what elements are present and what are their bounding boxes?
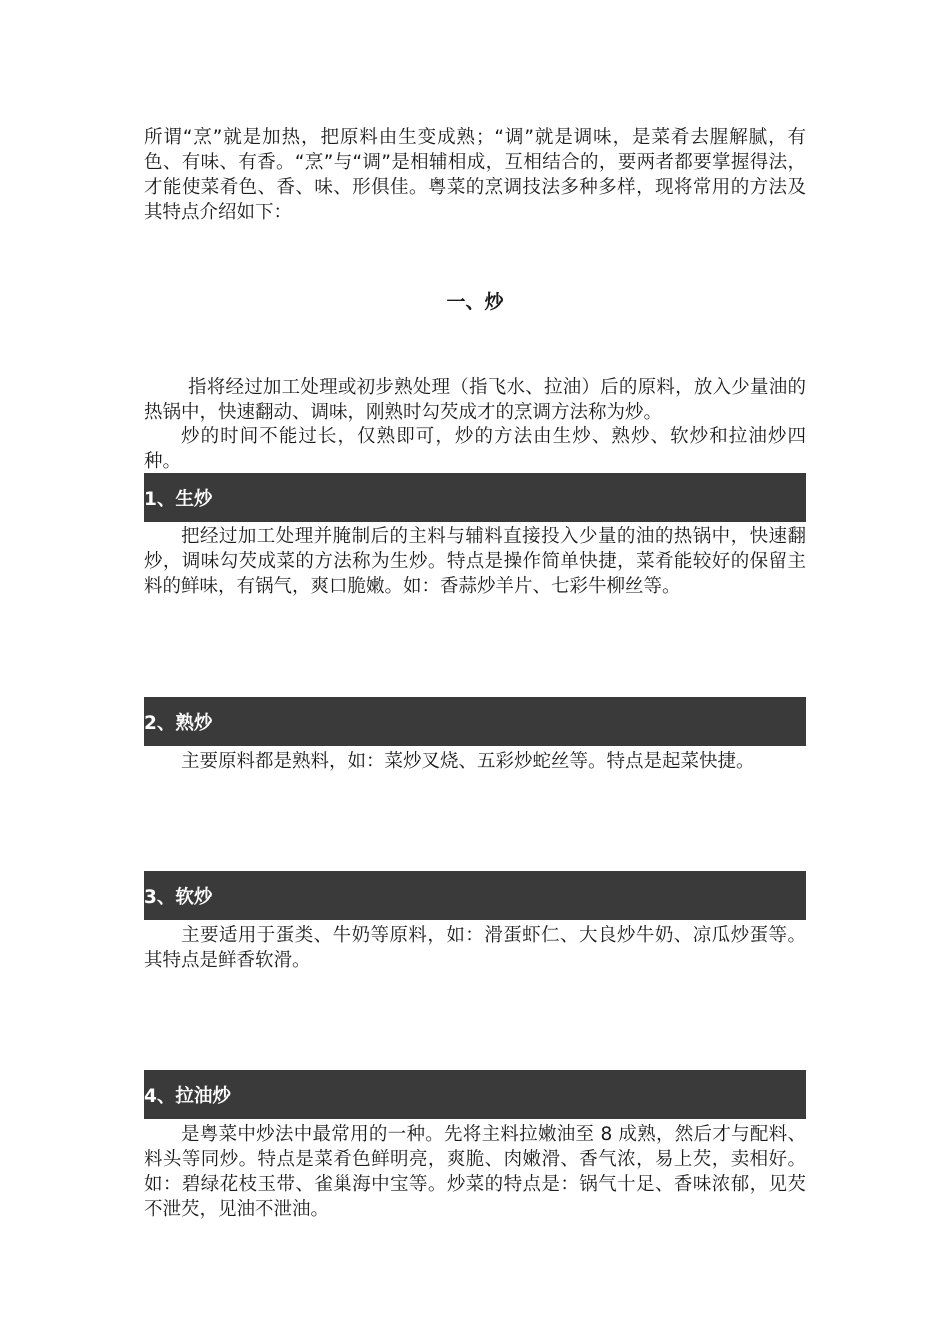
subsection-heading-bar-3 bbox=[144, 871, 806, 920]
subsection-heading: 2、熟炒 bbox=[144, 712, 213, 734]
intro-paragraph: 所谓“烹”就是加热，把原料由生变成熟；“调”就是调味，是菜肴去腥解腻，有色、有味、有香。“烹”与“调”是相辅相成，互相结合的，要两者都要掌握得法，才能使菜肴色、香、味、形俱佳。粤菜的烹调技法多种多样，现将常用的方法及其特点介绍如下： bbox=[144, 127, 806, 223]
subsection-heading-bar-4 bbox=[144, 1070, 806, 1119]
subsection-heading-bar-1 bbox=[144, 473, 806, 522]
subsection-body-1: 把经过加工处理并腌制后的主料与辅料直接投入少量的油的热锅中，快速翻炒，调味勾芡成菜的方法称为生炒。特点是操作简单快捷，菜肴能较好的保留主料的鲜味，有锅气，爽口脆嫩。如：香蒜炒羊片、七彩牛柳丝等。 bbox=[144, 526, 806, 597]
subsection-body-2: 主要原料都是熟料，如：菜炒叉烧、五彩炒蛇丝等。特点是起菜快捷。 bbox=[181, 751, 755, 772]
section-paragraph-2: 炒的时间不能过长，仅熟即可，炒的方法由生炒、熟炒、软炒和拉油炒四种。 bbox=[144, 426, 806, 472]
section-title: 一、炒 bbox=[446, 291, 504, 313]
subsection-heading: 3、软炒 bbox=[144, 886, 213, 908]
section-paragraph-1: 指将经过加工处理或初步熟处理（指飞水、拉油）后的原料，放入少量油的热锅中，快速翻动、调味，刚熟时勾芡成才的烹调方法称为炒。 bbox=[144, 377, 806, 423]
subsection-heading: 4、拉油炒 bbox=[144, 1085, 231, 1107]
subsection-heading: 1、生炒 bbox=[144, 488, 213, 510]
subsection-body-3: 主要适用于蛋类、牛奶等原料，如：滑蛋虾仁、大良炒牛奶、凉瓜炒蛋等。其特点是鲜香软滑。 bbox=[144, 925, 806, 971]
subsection-body-4: 是粤菜中炒法中最常用的一种。先将主料拉嫩油至 8 成熟，然后才与配料、料头等同炒。特点是菜肴色鲜明亮，爽脆、肉嫩滑、香气浓，易上芡，卖相好。如：碧绿花枝玉带、雀巢海中宝等。炒菜的特点是：锅气十足、香味浓郁，见芡不泄芡，见油不泄油。 bbox=[144, 1124, 806, 1220]
subsection-heading-bar-2 bbox=[144, 697, 806, 746]
